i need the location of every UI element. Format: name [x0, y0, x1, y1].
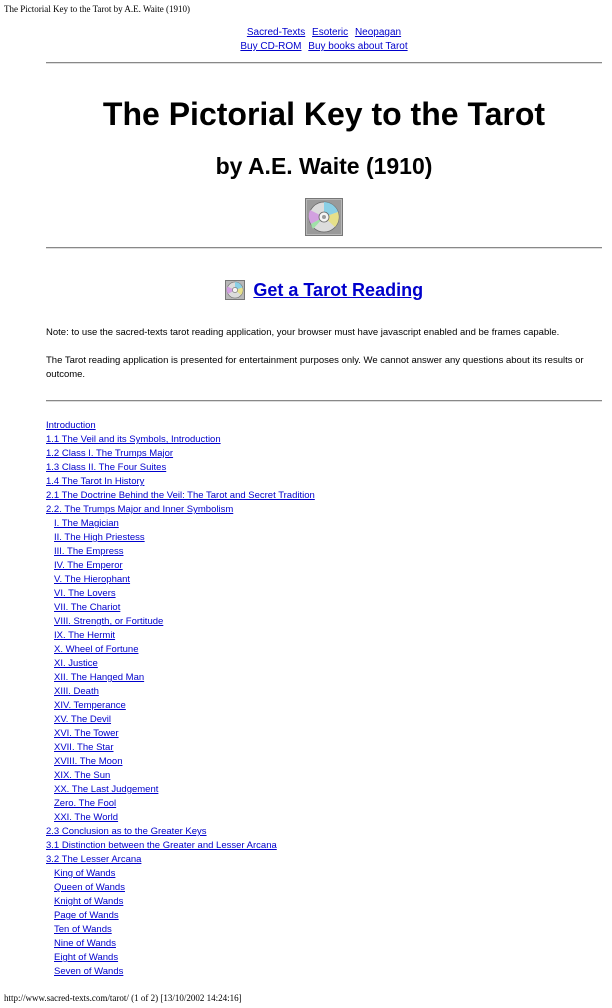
cd-rom-image-link[interactable]	[46, 198, 602, 236]
toc-item	[46, 503, 602, 517]
toc-item	[46, 671, 602, 685]
entertainment-note: The Tarot reading application is presented for entertainment purposes only. We cannot answer any questions about its results or outcome.	[46, 355, 584, 380]
toc-item	[46, 517, 602, 531]
page-content	[46, 0, 602, 979]
toc-item	[46, 937, 602, 951]
toc-link[interactable]: VI. The Lovers	[54, 588, 116, 599]
toc-link[interactable]: Page of Wands	[54, 910, 119, 921]
get-tarot-reading-link[interactable]: Get a Tarot Reading	[253, 280, 424, 300]
toc-link[interactable]: II. The High Priestess	[54, 532, 145, 543]
toc-link[interactable]: 3.2 The Lesser Arcana	[46, 854, 142, 865]
toc-link[interactable]: 3.1 Distinction between the Greater and Lesser Arcana	[46, 840, 277, 851]
toc-item	[46, 685, 602, 699]
tarot-reading-link-row	[46, 278, 602, 302]
nav-link-esoteric[interactable]: Esoteric	[312, 27, 349, 38]
toc-link[interactable]: Zero. The Fool	[54, 798, 117, 809]
toc-link[interactable]: XIX. The Sun	[54, 770, 111, 781]
toc-item	[46, 909, 602, 923]
toc-item	[46, 727, 602, 741]
toc-item	[46, 643, 602, 657]
toc-link[interactable]: 1.4 The Tarot In History	[46, 476, 145, 487]
toc-item	[46, 419, 602, 433]
toc-item	[46, 895, 602, 909]
toc-item	[46, 741, 602, 755]
print-footer: http://www.sacred-texts.com/tarot/ (1 of 2) [13/10/2002 14:24:16]	[4, 993, 242, 1003]
toc-item	[46, 867, 602, 881]
toc-item	[46, 699, 602, 713]
toc-item	[46, 797, 602, 811]
toc-item	[46, 769, 602, 783]
toc-item	[46, 475, 602, 489]
toc-link[interactable]: Seven of Wands	[54, 966, 124, 977]
toc-item	[46, 825, 602, 839]
nav-link-sacred-texts[interactable]: Sacred-Texts	[246, 27, 306, 38]
toc-link[interactable]: VIII. Strength, or Fortitude	[54, 616, 164, 627]
toc-item	[46, 531, 602, 545]
divider	[46, 62, 602, 64]
toc-link[interactable]: XII. The Hanged Man	[54, 672, 145, 683]
toc-link[interactable]: XXI. The World	[54, 812, 119, 823]
toc-link[interactable]: I. The Magician	[54, 518, 119, 529]
cd-rom-icon	[305, 198, 343, 236]
toc-link[interactable]: 2.2. The Trumps Major and Inner Symbolism	[46, 504, 234, 515]
nav-link-buy-cd-rom[interactable]: Buy CD-ROM	[240, 41, 302, 52]
toc-link[interactable]: Introduction	[46, 420, 96, 431]
top-nav	[46, 26, 602, 54]
toc-link[interactable]: IX. The Hermit	[54, 630, 116, 641]
cd-rom-small-icon[interactable]	[225, 280, 245, 300]
toc-item	[46, 573, 602, 587]
divider	[46, 400, 602, 402]
toc-item	[46, 713, 602, 727]
toc-link[interactable]: XI. Justice	[54, 658, 98, 669]
toc-item	[46, 755, 602, 769]
toc-item	[46, 783, 602, 797]
toc-link[interactable]: 2.1 The Doctrine Behind the Veil: The Tarot and Secret Tradition	[46, 490, 315, 501]
toc-link[interactable]: Nine of Wands	[54, 938, 116, 949]
toc-item	[46, 461, 602, 475]
toc-link[interactable]: King of Wands	[54, 868, 116, 879]
toc-item	[46, 587, 602, 601]
toc-link[interactable]: 2.3 Conclusion as to the Greater Keys	[46, 826, 207, 837]
toc-link[interactable]: XX. The Last Judgement	[54, 784, 159, 795]
author-byline: by A.E. Waite (1910)	[215, 153, 433, 179]
toc-link[interactable]: XIII. Death	[54, 686, 99, 697]
toc-link[interactable]: IV. The Emperor	[54, 560, 123, 571]
toc-link[interactable]: Ten of Wands	[54, 924, 112, 935]
javascript-note: Note: to use the sacred-texts tarot reading application, your browser must have javascript enabled and be frames capable.	[46, 327, 560, 338]
toc-link[interactable]: XVIII. The Moon	[54, 756, 123, 767]
toc-link[interactable]: Eight of Wands	[54, 952, 119, 963]
page-title: The Pictorial Key to the Tarot	[102, 96, 546, 132]
toc-item	[46, 545, 602, 559]
toc-link[interactable]: XVI. The Tower	[54, 728, 119, 739]
toc-link[interactable]: V. The Hierophant	[54, 574, 131, 585]
toc-item	[46, 657, 602, 671]
nav-link-buy-books[interactable]: Buy books about Tarot	[308, 41, 408, 52]
toc-link[interactable]: Queen of Wands	[54, 882, 125, 893]
toc-link[interactable]: 1.1 The Veil and its Symbols, Introduction	[46, 434, 221, 445]
toc-item	[46, 559, 602, 573]
toc-item	[46, 811, 602, 825]
toc-item	[46, 433, 602, 447]
toc-item	[46, 965, 602, 979]
toc-item	[46, 923, 602, 937]
toc-link[interactable]: X. Wheel of Fortune	[54, 644, 139, 655]
table-of-contents	[46, 419, 602, 979]
toc-link[interactable]: Knight of Wands	[54, 896, 124, 907]
toc-item	[46, 629, 602, 643]
print-header: The Pictorial Key to the Tarot by A.E. Waite (1910)	[4, 4, 191, 14]
toc-link[interactable]: 1.2 Class I. The Trumps Major	[46, 448, 174, 459]
toc-link[interactable]: III. The Empress	[54, 546, 124, 557]
toc-item	[46, 601, 602, 615]
toc-item	[46, 881, 602, 895]
toc-link[interactable]: VII. The Chariot	[54, 602, 121, 613]
toc-item	[46, 615, 602, 629]
nav-link-neopagan[interactable]: Neopagan	[354, 27, 402, 38]
divider	[46, 247, 602, 249]
toc-item	[46, 951, 602, 965]
toc-link[interactable]: XIV. Temperance	[54, 700, 126, 711]
toc-link[interactable]: XVII. The Star	[54, 742, 114, 753]
toc-item	[46, 853, 602, 867]
toc-item	[46, 839, 602, 853]
toc-link[interactable]: XV. The Devil	[54, 714, 112, 725]
toc-link[interactable]: 1.3 Class II. The Four Suites	[46, 462, 167, 473]
toc-item	[46, 489, 602, 503]
toc-item	[46, 447, 602, 461]
